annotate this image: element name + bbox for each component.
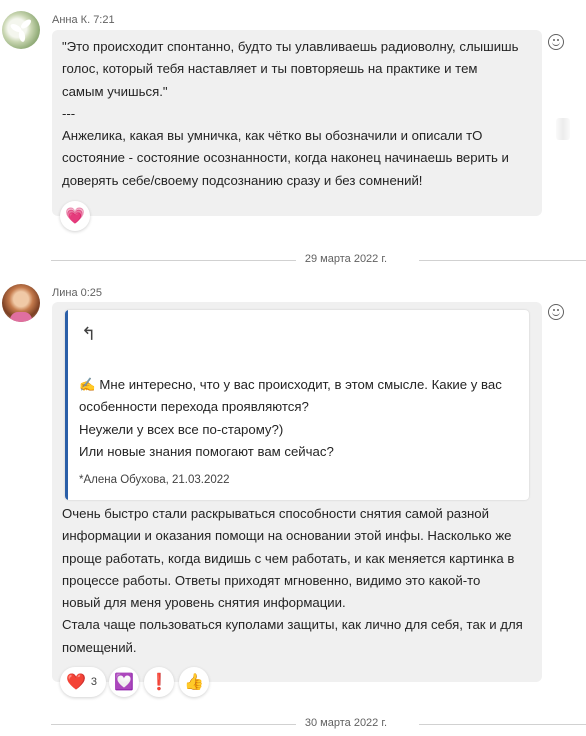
avatar[interactable]: [2, 11, 40, 49]
add-reaction-icon[interactable]: [548, 34, 564, 50]
reaction-red-heart[interactable]: [60, 667, 106, 697]
message-time: 7:21: [93, 14, 115, 26]
divider-date: 29 марта 2022 г.: [304, 253, 388, 265]
date-divider: [51, 253, 586, 267]
exclamation-icon: ❗: [149, 674, 169, 691]
reaction-thumbs-up[interactable]: [179, 667, 209, 697]
message-header: [52, 14, 115, 26]
thumbs-up-icon: 👍: [184, 674, 204, 691]
message-text: "Это происходит спонтанно, будто ты улавливаешь радиоволну, слышишь голос, который тебя наставляет и ты повторяешь на практике и тем самым учишься." --- Анжелика, какая вы умничка, как чётко вы обозначили и описали тО состояние - состояние осознанности, когда наконец начинаешь верить и доверять себе/своему подсознанию сразу и без сомнений!: [62, 39, 519, 188]
message-time: 0:25: [80, 287, 103, 299]
divider-date: 30 марта 2022 г.: [304, 717, 388, 729]
side-shadow: [556, 118, 570, 140]
quote-bar: [65, 310, 68, 500]
reaction-love[interactable]: [109, 667, 139, 697]
date-divider: [51, 717, 586, 731]
message-bubble[interactable]: [52, 302, 542, 682]
reaction-pink-heart[interactable]: [60, 201, 90, 231]
red-heart-icon: ❤️: [66, 674, 86, 691]
message-bubble[interactable]: [52, 30, 542, 216]
message-text: Очень быстро стали раскрываться способности снятия самой разной информации и оказания помощи на основании этой инфы. Насколько же проще работать, когда видишь с чем работать, и как меняется картинка в процессе работы. Ответы приходят мгновенно, видимо это какой-то новый для меня уровень снятия информации. Стала чаще пользоваться куполами защиты, как лично для себя, так и для помещений.: [62, 506, 523, 655]
avatar[interactable]: [2, 284, 40, 322]
reply-arrow-icon: ↰: [81, 324, 97, 344]
pink-heart-icon: 💗: [65, 208, 85, 225]
author-name[interactable]: Лина: [52, 287, 78, 299]
quote-author: *Алена Обухова, 21.03.2022: [79, 474, 230, 486]
author-name[interactable]: Анна К.: [52, 14, 91, 26]
quoted-message[interactable]: [65, 310, 529, 500]
quote-text: Мне интересно, что у вас происходит, в этом смысле. Какие у вас особенности перехода проявляются? Неужели у всех все по-старому?) Или новые знания помогают вам сейчас?: [79, 377, 502, 459]
message-header: [52, 287, 102, 299]
quote-text-block: [79, 374, 502, 463]
reaction-exclamation[interactable]: [144, 667, 174, 697]
reaction-count: 3: [90, 676, 98, 688]
heart-outline-icon: 💟: [114, 674, 134, 691]
add-reaction-icon[interactable]: [548, 304, 564, 320]
writing-hand-icon: ✍️: [79, 377, 96, 392]
